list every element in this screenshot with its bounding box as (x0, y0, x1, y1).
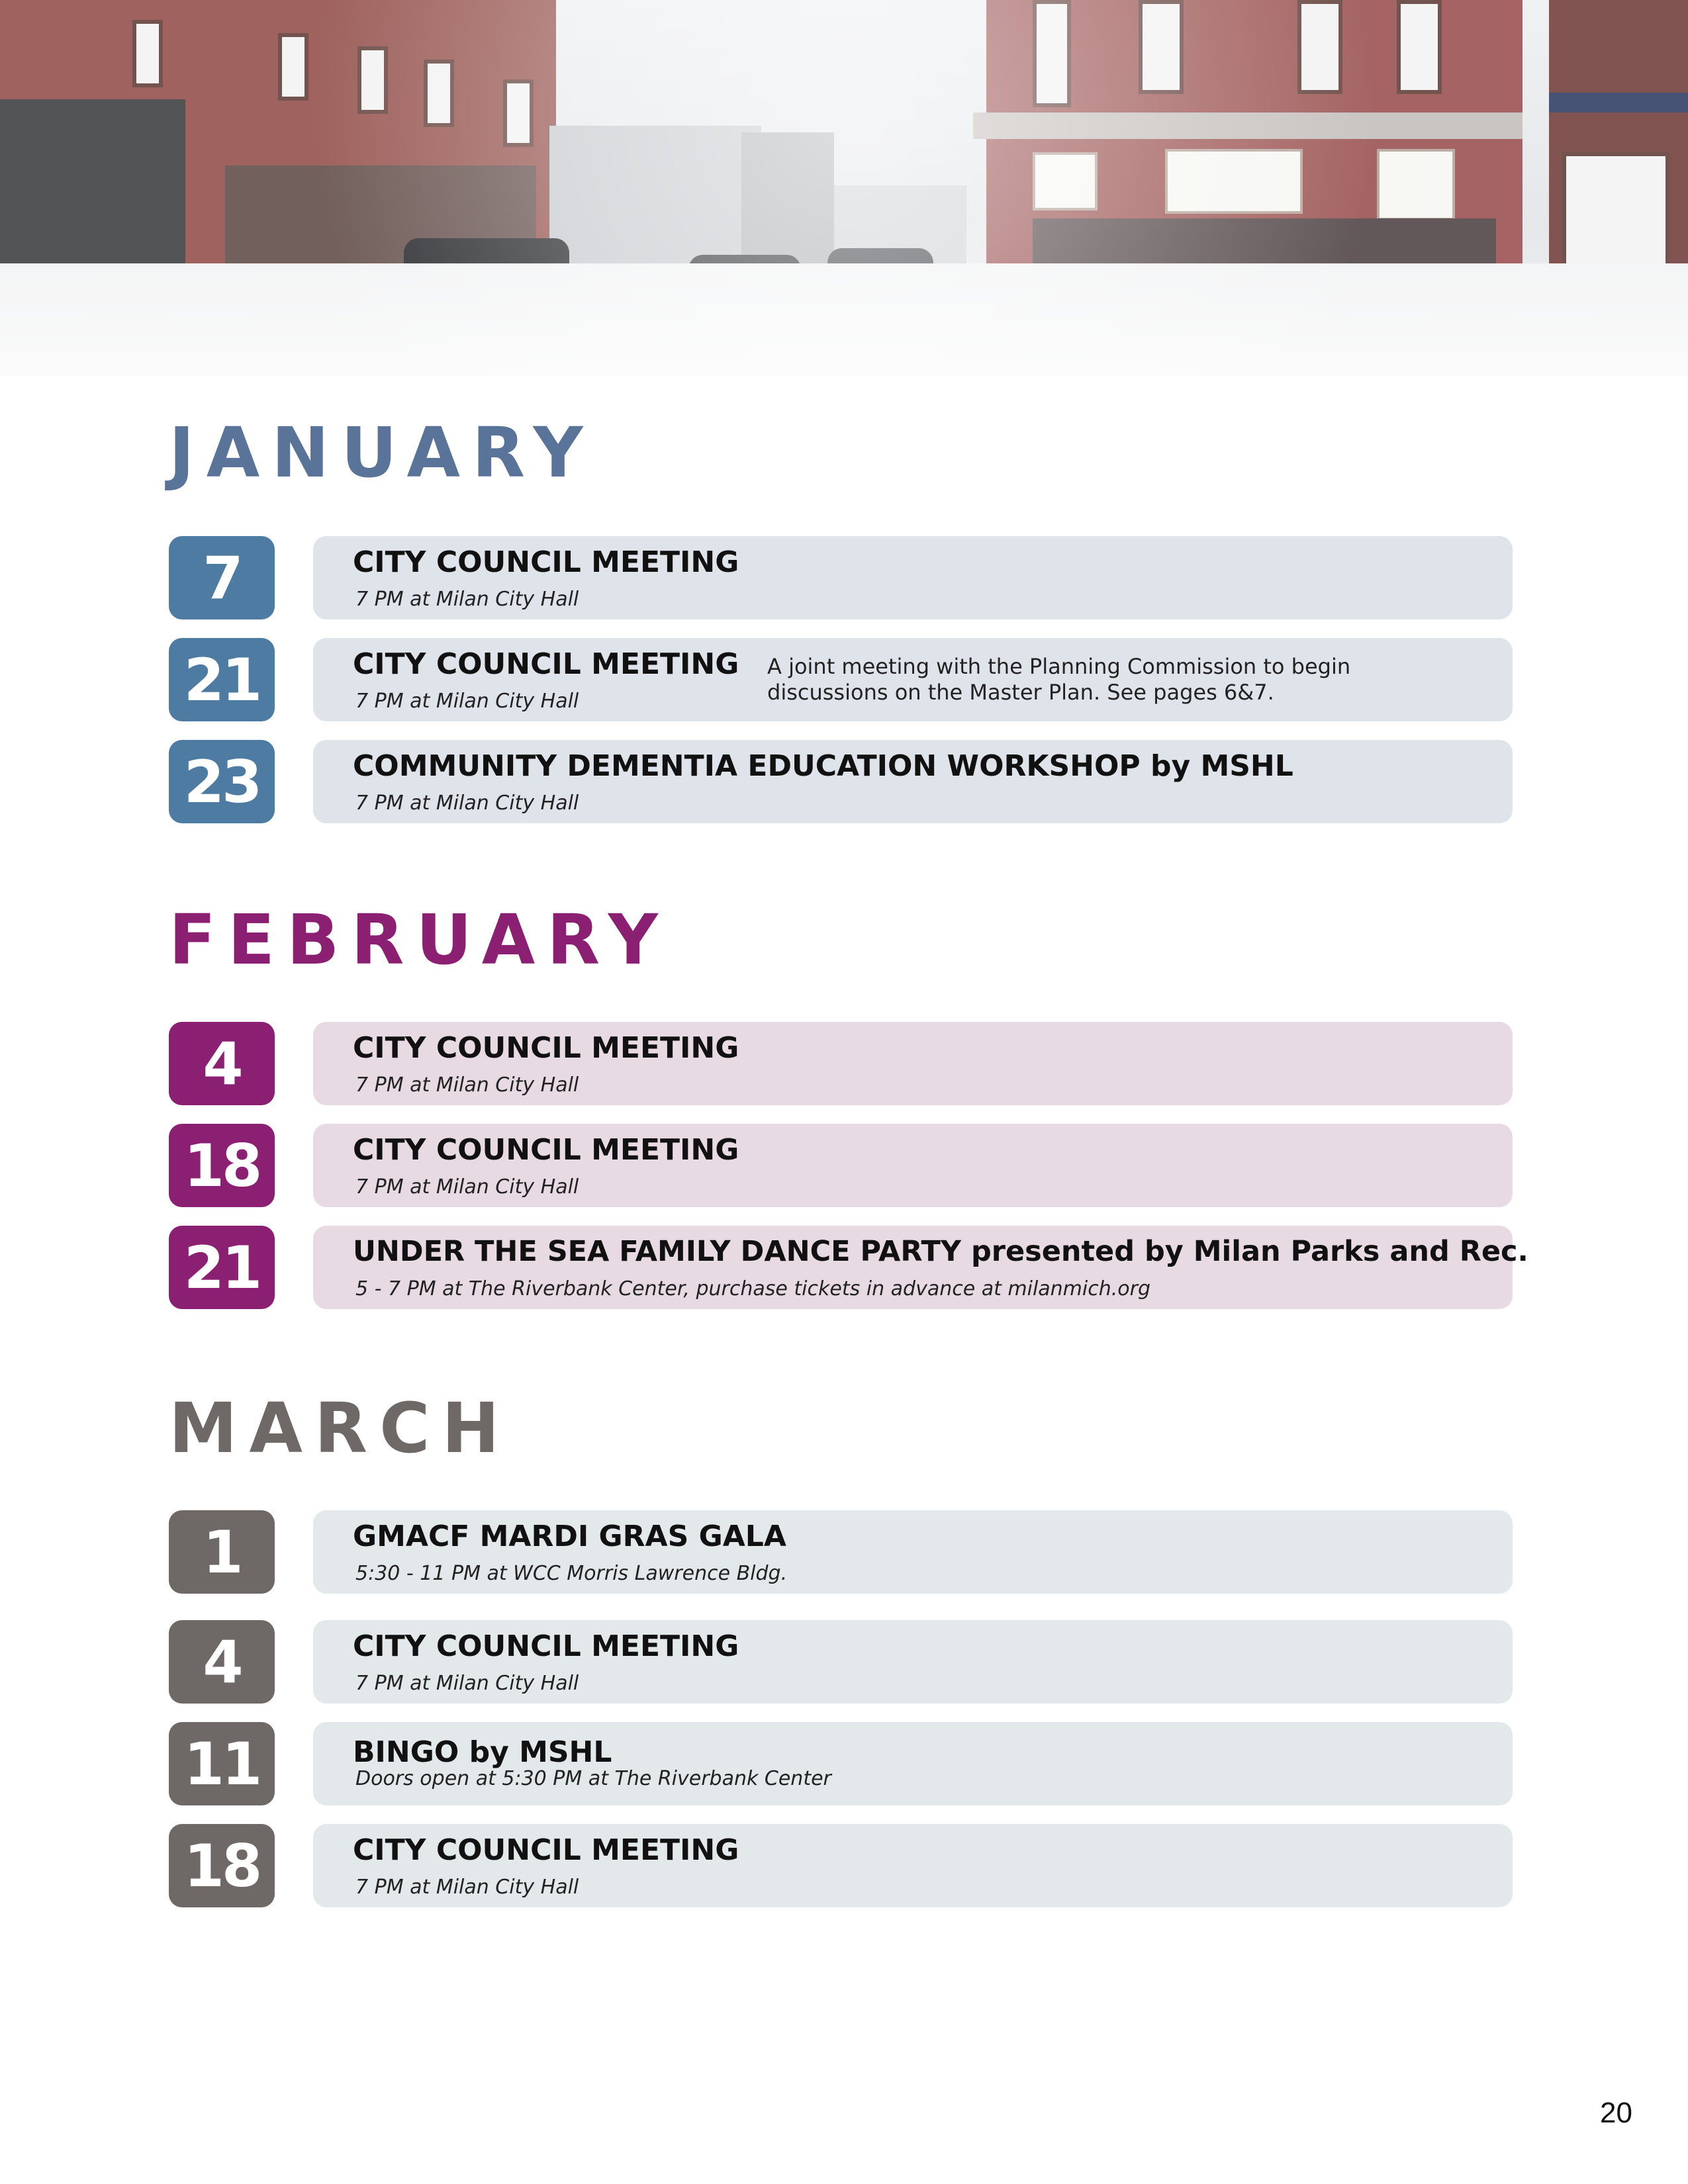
event-title: CITY COUNCIL MEETING (353, 647, 739, 681)
event-title: CITY COUNCIL MEETING (353, 545, 739, 579)
date-badge: 4 (169, 1620, 275, 1704)
event-title-main: UNDER THE SEA FAMILY DANCE PARTY (353, 1235, 961, 1268)
event-detail: 7 PM at Milan City Hall (355, 1672, 579, 1695)
event-row (169, 740, 1513, 823)
date-badge: 21 (169, 1226, 275, 1309)
date-badge: 7 (169, 536, 275, 619)
event-row (169, 536, 1513, 619)
march-events (169, 1510, 1513, 1907)
event-title: CITY COUNCIL MEETING (353, 1133, 739, 1167)
event-title: CITY COUNCIL MEETING (353, 1833, 739, 1867)
event-title: CITY COUNCIL MEETING (353, 1629, 739, 1663)
event-row (169, 1226, 1528, 1309)
event-title: BINGO by MSHL (353, 1735, 612, 1769)
event-card (313, 536, 1513, 619)
event-card (313, 740, 1513, 823)
date-badge: 18 (169, 1124, 275, 1207)
header-photo (0, 0, 1688, 376)
event-detail: 5 - 7 PM at The Riverbank Center, purchase tickets in advance at milanmich.org (355, 1277, 1151, 1300)
event-detail: 7 PM at Milan City Hall (355, 792, 579, 815)
event-detail: 7 PM at Milan City Hall (355, 1876, 579, 1899)
date-badge: 4 (169, 1022, 275, 1105)
event-row (169, 1824, 1513, 1907)
date-badge: 21 (169, 638, 275, 721)
event-card (313, 638, 1513, 721)
event-detail: Doors open at 5:30 PM at The Riverbank Center (355, 1767, 831, 1790)
month-title-january: JANUARY (169, 412, 595, 493)
event-title-presenter: presented by Milan Parks and Rec. (961, 1235, 1528, 1268)
event-detail: 7 PM at Milan City Hall (355, 690, 579, 713)
date-badge: 1 (169, 1510, 275, 1594)
event-card (313, 1510, 1513, 1594)
february-events (169, 1022, 1528, 1309)
event-title: GMACF MARDI GRAS GALA (353, 1520, 786, 1553)
event-card (313, 1226, 1528, 1309)
page-number: 20 (1600, 2097, 1632, 2129)
event-row (169, 1124, 1513, 1207)
january-events (169, 536, 1513, 823)
snowfall-haze (0, 0, 1688, 376)
event-title (353, 1235, 1528, 1268)
event-row (169, 638, 1513, 721)
event-detail: 7 PM at Milan City Hall (355, 588, 579, 611)
month-title-march: MARCH (169, 1388, 512, 1469)
event-detail: 5:30 - 11 PM at WCC Morris Lawrence Bldg. (355, 1562, 788, 1585)
event-detail: 7 PM at Milan City Hall (355, 1073, 579, 1097)
event-row (169, 1510, 1513, 1594)
date-badge: 11 (169, 1722, 275, 1805)
month-title-february: FEBRUARY (169, 899, 670, 980)
event-card (313, 1824, 1513, 1907)
date-badge: 23 (169, 740, 275, 823)
event-card (313, 1722, 1513, 1805)
event-title: COMMUNITY DEMENTIA EDUCATION WORKSHOP by MSHL (353, 749, 1293, 783)
event-title: CITY COUNCIL MEETING (353, 1031, 739, 1065)
event-note: A joint meeting with the Planning Commission to begin discussions on the Master Plan. See pages 6&7. (767, 654, 1351, 705)
event-card (313, 1124, 1513, 1207)
event-row (169, 1620, 1513, 1704)
event-row (169, 1722, 1513, 1805)
event-card (313, 1022, 1513, 1105)
event-row (169, 1022, 1513, 1105)
event-card (313, 1620, 1513, 1704)
event-detail: 7 PM at Milan City Hall (355, 1175, 579, 1199)
date-badge: 18 (169, 1824, 275, 1907)
